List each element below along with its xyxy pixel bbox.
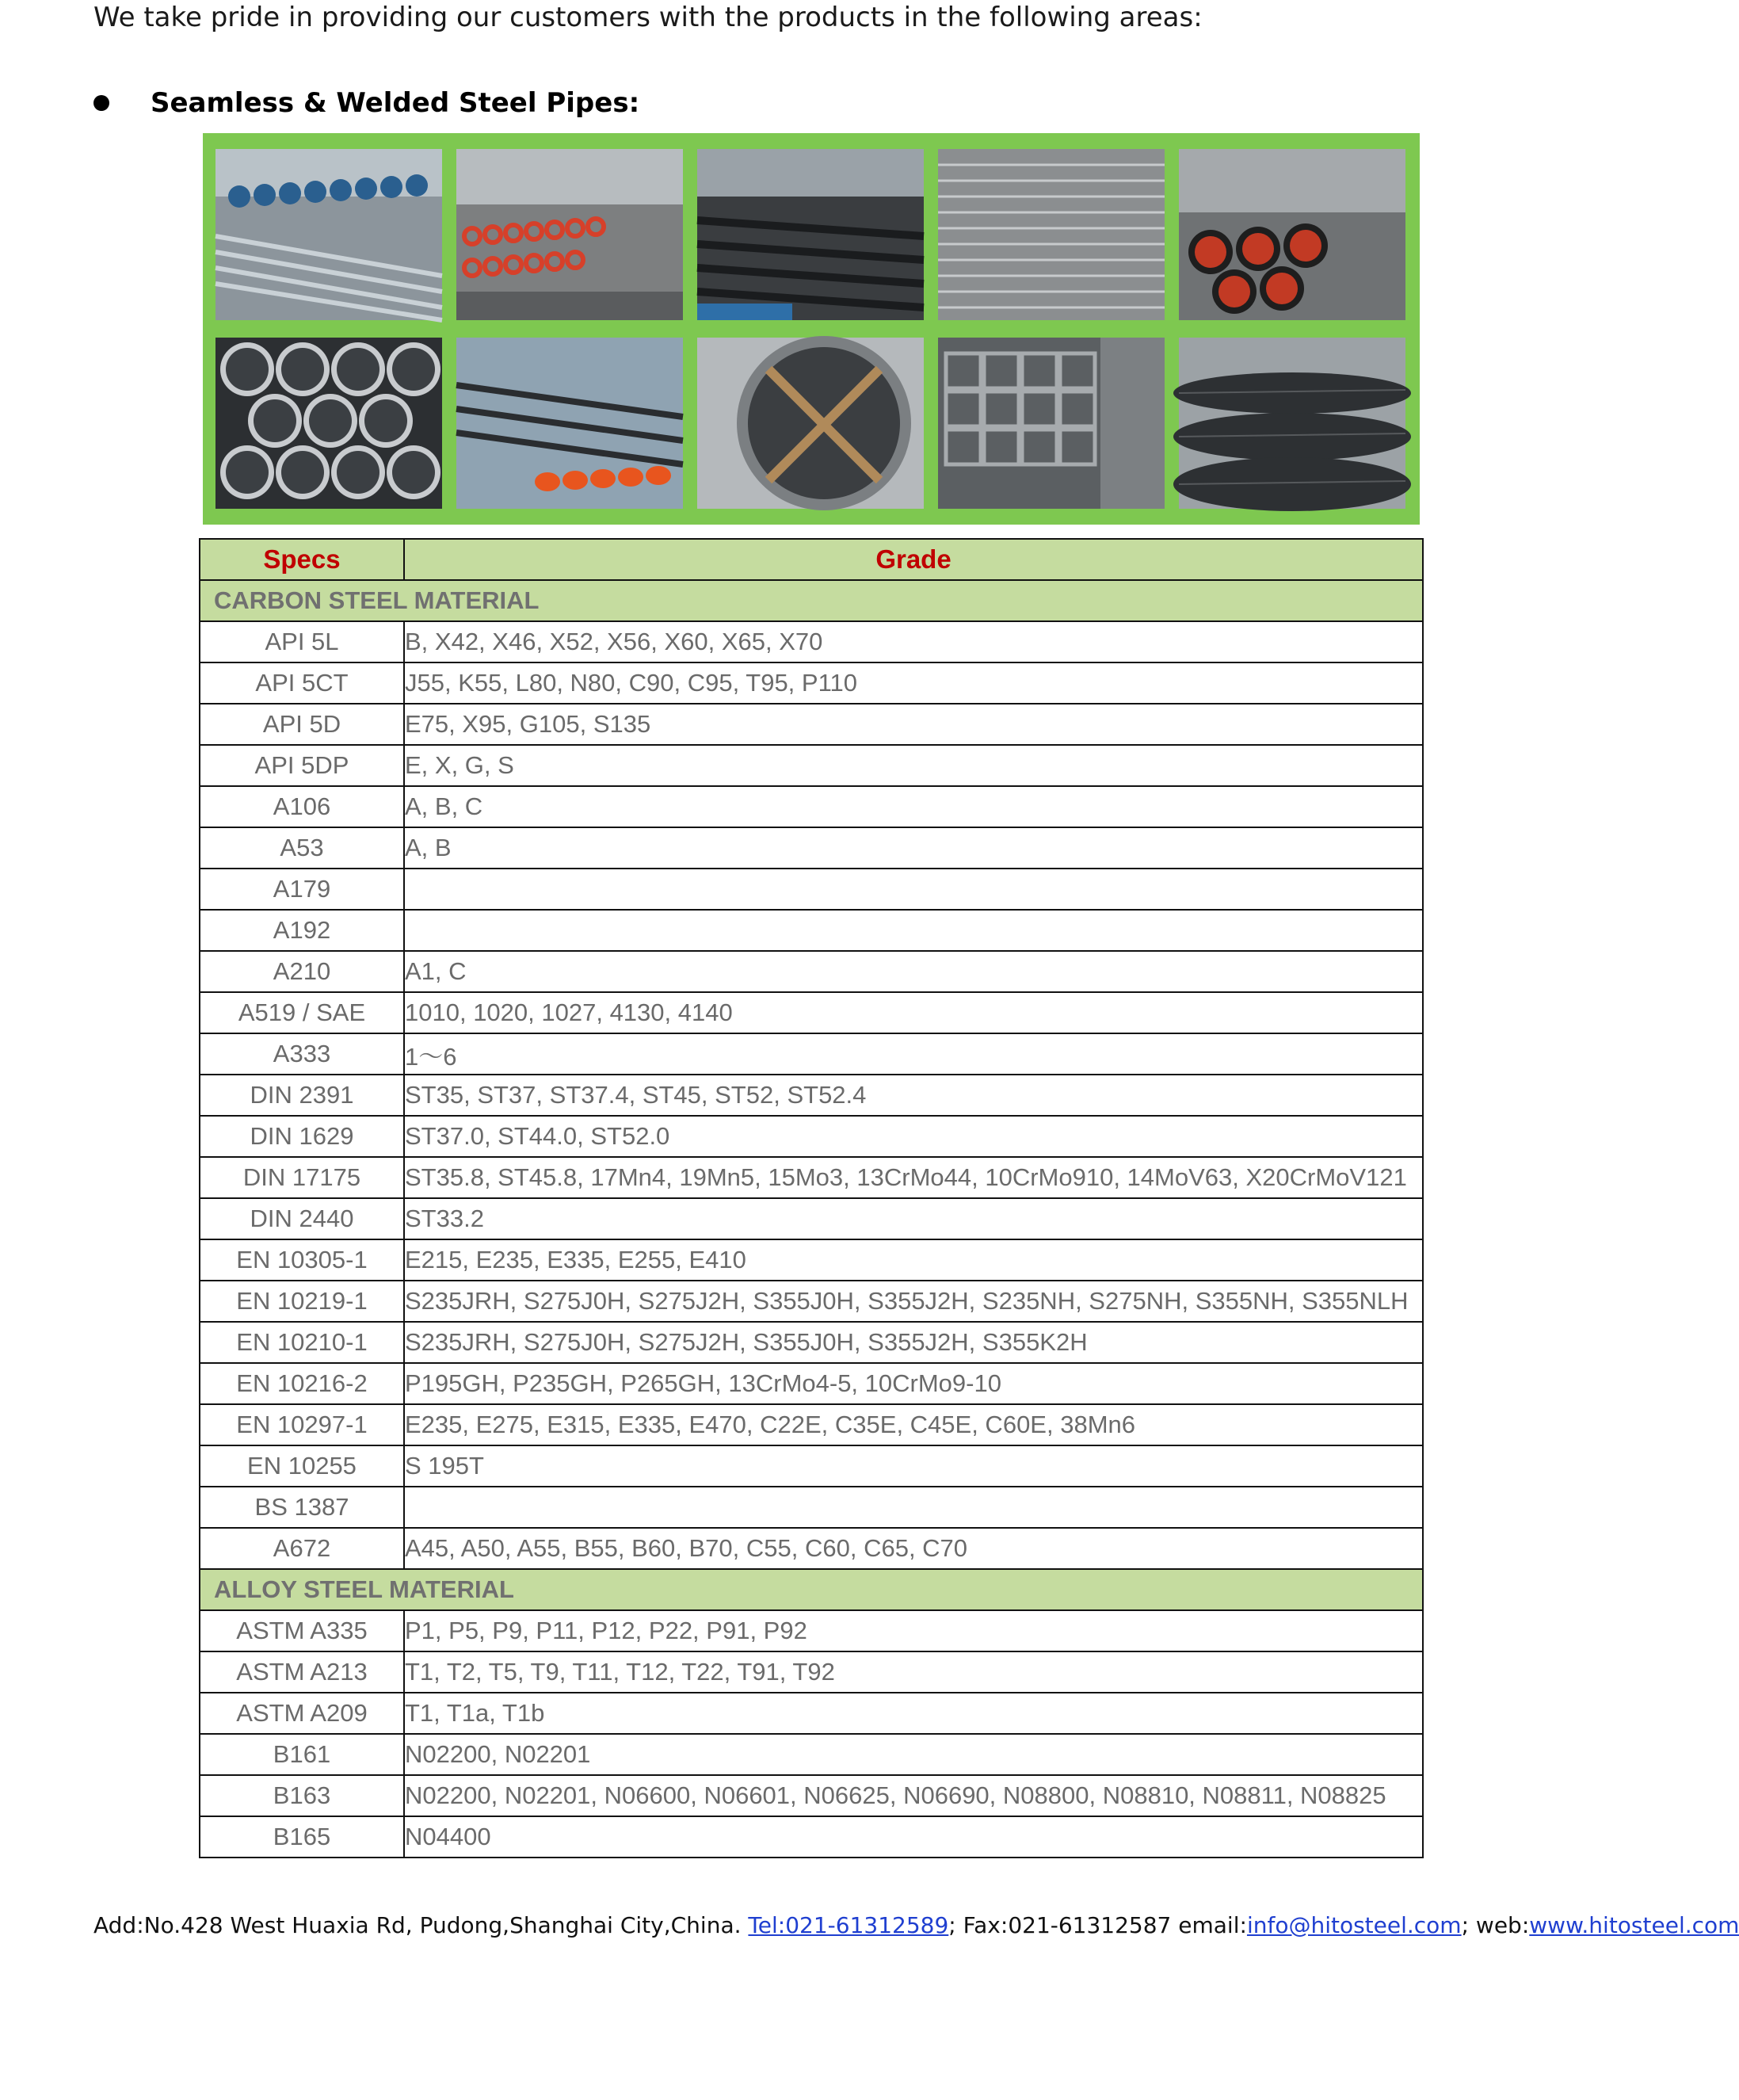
spec-cell: B165 <box>200 1816 404 1858</box>
table-row <box>200 1033 1423 1075</box>
table-row <box>200 704 1423 745</box>
table-row <box>200 1157 1423 1198</box>
table-row <box>200 621 1423 662</box>
grade-cell: ST35, ST37, ST37.4, ST45, ST52, ST52.4 <box>404 1075 1423 1116</box>
photo-large-diameter-pipe <box>697 338 924 509</box>
table-row <box>200 992 1423 1033</box>
table-row <box>200 1404 1423 1445</box>
grade-cell: ST33.2 <box>404 1198 1423 1239</box>
photo-orange-capped-pipes <box>456 338 683 509</box>
spec-cell: ASTM A335 <box>200 1610 404 1651</box>
grade-cell: E215, E235, E335, E255, E410 <box>404 1239 1423 1281</box>
grade-cell <box>404 1487 1423 1528</box>
table-row <box>200 869 1423 910</box>
footer-web-label: ; web: <box>1461 1912 1530 1938</box>
spec-cell: A333 <box>200 1033 404 1075</box>
spec-cell: EN 10305-1 <box>200 1239 404 1281</box>
table-row <box>200 951 1423 992</box>
spec-cell: DIN 2391 <box>200 1075 404 1116</box>
table-row <box>200 662 1423 704</box>
intro-text: We take pride in providing our customers with the products in the following areas: <box>93 2 1203 33</box>
grade-cell: ST35.8, ST45.8, 17Mn4, 19Mn5, 15Mo3, 13CrMo44, 10CrMo910, 14MoV63, X20CrMoV121 <box>404 1157 1423 1198</box>
spec-cell: EN 10219-1 <box>200 1281 404 1322</box>
table-row <box>200 1198 1423 1239</box>
grade-cell: P195GH, P235GH, P265GH, 13CrMo4-5, 10CrMo9-10 <box>404 1363 1423 1404</box>
section-header-row <box>200 580 1423 621</box>
spec-cell: A519 / SAE <box>200 992 404 1033</box>
bullet-icon <box>93 95 109 111</box>
spec-cell: ASTM A209 <box>200 1693 404 1734</box>
grade-cell: 1010, 1020, 1027, 4130, 4140 <box>404 992 1423 1033</box>
grade-cell: T1, T1a, T1b <box>404 1693 1423 1734</box>
table-row <box>200 1734 1423 1775</box>
grade-cell: ST37.0, ST44.0, ST52.0 <box>404 1116 1423 1157</box>
table-row <box>200 1075 1423 1116</box>
spec-cell: A106 <box>200 786 404 827</box>
grade-cell: J55, K55, L80, N80, C90, C95, T95, P110 <box>404 662 1423 704</box>
photo-square-tubes <box>938 338 1165 509</box>
grade-cell <box>404 869 1423 910</box>
grade-cell: E, X, G, S <box>404 745 1423 786</box>
spec-cell: API 5CT <box>200 662 404 704</box>
grade-cell: B, X42, X46, X52, X56, X60, X65, X70 <box>404 621 1423 662</box>
table-row <box>200 1445 1423 1487</box>
footer-fax-email-label: ; Fax:021-61312587 email: <box>948 1912 1247 1938</box>
table-row <box>200 1322 1423 1363</box>
table-row <box>200 1651 1423 1693</box>
spec-cell: EN 10255 <box>200 1445 404 1487</box>
spec-cell: A192 <box>200 910 404 951</box>
photo-large-red-end-pipes <box>1179 149 1405 320</box>
grade-cell <box>404 910 1423 951</box>
section-header-row <box>200 1569 1423 1610</box>
grade-cell: A45, A50, A55, B55, B60, B70, C55, C60, C65, C70 <box>404 1528 1423 1569</box>
grade-cell: E75, X95, G105, S135 <box>404 704 1423 745</box>
table-row <box>200 1363 1423 1404</box>
table-row <box>200 1239 1423 1281</box>
spec-cell: A210 <box>200 951 404 992</box>
grade-header: Grade <box>404 539 1423 580</box>
grade-cell: E235, E275, E315, E335, E470, C22E, C35E, C45E, C60E, 38Mn6 <box>404 1404 1423 1445</box>
table-row <box>200 786 1423 827</box>
photo-pipe-ends-stack <box>215 338 442 509</box>
spec-cell: API 5L <box>200 621 404 662</box>
spec-cell: API 5DP <box>200 745 404 786</box>
spec-cell: EN 10216-2 <box>200 1363 404 1404</box>
table-row <box>200 910 1423 951</box>
spec-cell: B163 <box>200 1775 404 1816</box>
photo-stacked-tubes <box>938 149 1165 320</box>
table-row <box>200 1116 1423 1157</box>
spec-cell: A179 <box>200 869 404 910</box>
spec-cell: B161 <box>200 1734 404 1775</box>
table-row <box>200 1775 1423 1816</box>
email-link[interactable]: info@hitosteel.com <box>1246 1912 1462 1938</box>
table-row <box>200 1610 1423 1651</box>
grade-cell: A1, C <box>404 951 1423 992</box>
spec-cell: API 5D <box>200 704 404 745</box>
grade-cell: P1, P5, P9, P11, P12, P22, P91, P92 <box>404 1610 1423 1651</box>
spec-cell: DIN 2440 <box>200 1198 404 1239</box>
grade-cell: N04400 <box>404 1816 1423 1858</box>
tel-link[interactable]: Tel:021-61312589 <box>748 1912 949 1938</box>
grade-cell: 1～6 <box>404 1033 1423 1075</box>
table-row <box>200 1693 1423 1734</box>
section-heading-row <box>93 87 639 119</box>
spec-cell: DIN 1629 <box>200 1116 404 1157</box>
grade-cell: A, B <box>404 827 1423 869</box>
grade-cell: A, B, C <box>404 786 1423 827</box>
table-header-row <box>200 539 1423 580</box>
table-row <box>200 1528 1423 1569</box>
footer-address: Add:No.428 West Huaxia Rd, Pudong,Shanghai City,China. <box>93 1912 749 1938</box>
photo-black-pipes <box>697 149 924 320</box>
spec-cell: EN 10297-1 <box>200 1404 404 1445</box>
section-heading: Seamless & Welded Steel Pipes: <box>151 87 640 119</box>
grade-cell: S235JRH, S275J0H, S275J2H, S355J0H, S355J2H, S235NH, S275NH, S355NH, S355NLH <box>404 1281 1423 1322</box>
section-title: CARBON STEEL MATERIAL <box>200 580 1423 621</box>
specs-table <box>199 538 1424 1858</box>
photo-galvanized-pipes <box>215 149 442 320</box>
spec-cell: A53 <box>200 827 404 869</box>
pipe-photo-gallery <box>203 133 1420 525</box>
table-row <box>200 827 1423 869</box>
table-row <box>200 745 1423 786</box>
spec-cell: ASTM A213 <box>200 1651 404 1693</box>
spec-cell: BS 1387 <box>200 1487 404 1528</box>
table-row <box>200 1816 1423 1858</box>
spec-cell: EN 10210-1 <box>200 1322 404 1363</box>
photo-red-capped-pipes <box>456 149 683 320</box>
specs-table-body <box>200 580 1423 1858</box>
grade-cell: N02200, N02201 <box>404 1734 1423 1775</box>
grade-cell: S235JRH, S275J0H, S275J2H, S355J0H, S355J2H, S355K2H <box>404 1322 1423 1363</box>
specs-header: Specs <box>200 539 404 580</box>
spec-cell: DIN 17175 <box>200 1157 404 1198</box>
footer-contact <box>93 1912 1739 1938</box>
grade-cell: N02200, N02201, N06600, N06601, N06625, N06690, N08800, N08810, N08811, N08825 <box>404 1775 1423 1816</box>
spec-cell: A672 <box>200 1528 404 1569</box>
grade-cell: S 195T <box>404 1445 1423 1487</box>
web-link[interactable]: www.hitosteel.com <box>1529 1912 1739 1938</box>
section-title: ALLOY STEEL MATERIAL <box>200 1569 1423 1610</box>
grade-cell: T1, T2, T5, T9, T11, T12, T22, T91, T92 <box>404 1651 1423 1693</box>
photo-spiral-welded-pipes <box>1179 338 1405 509</box>
table-row <box>200 1487 1423 1528</box>
table-row <box>200 1281 1423 1322</box>
